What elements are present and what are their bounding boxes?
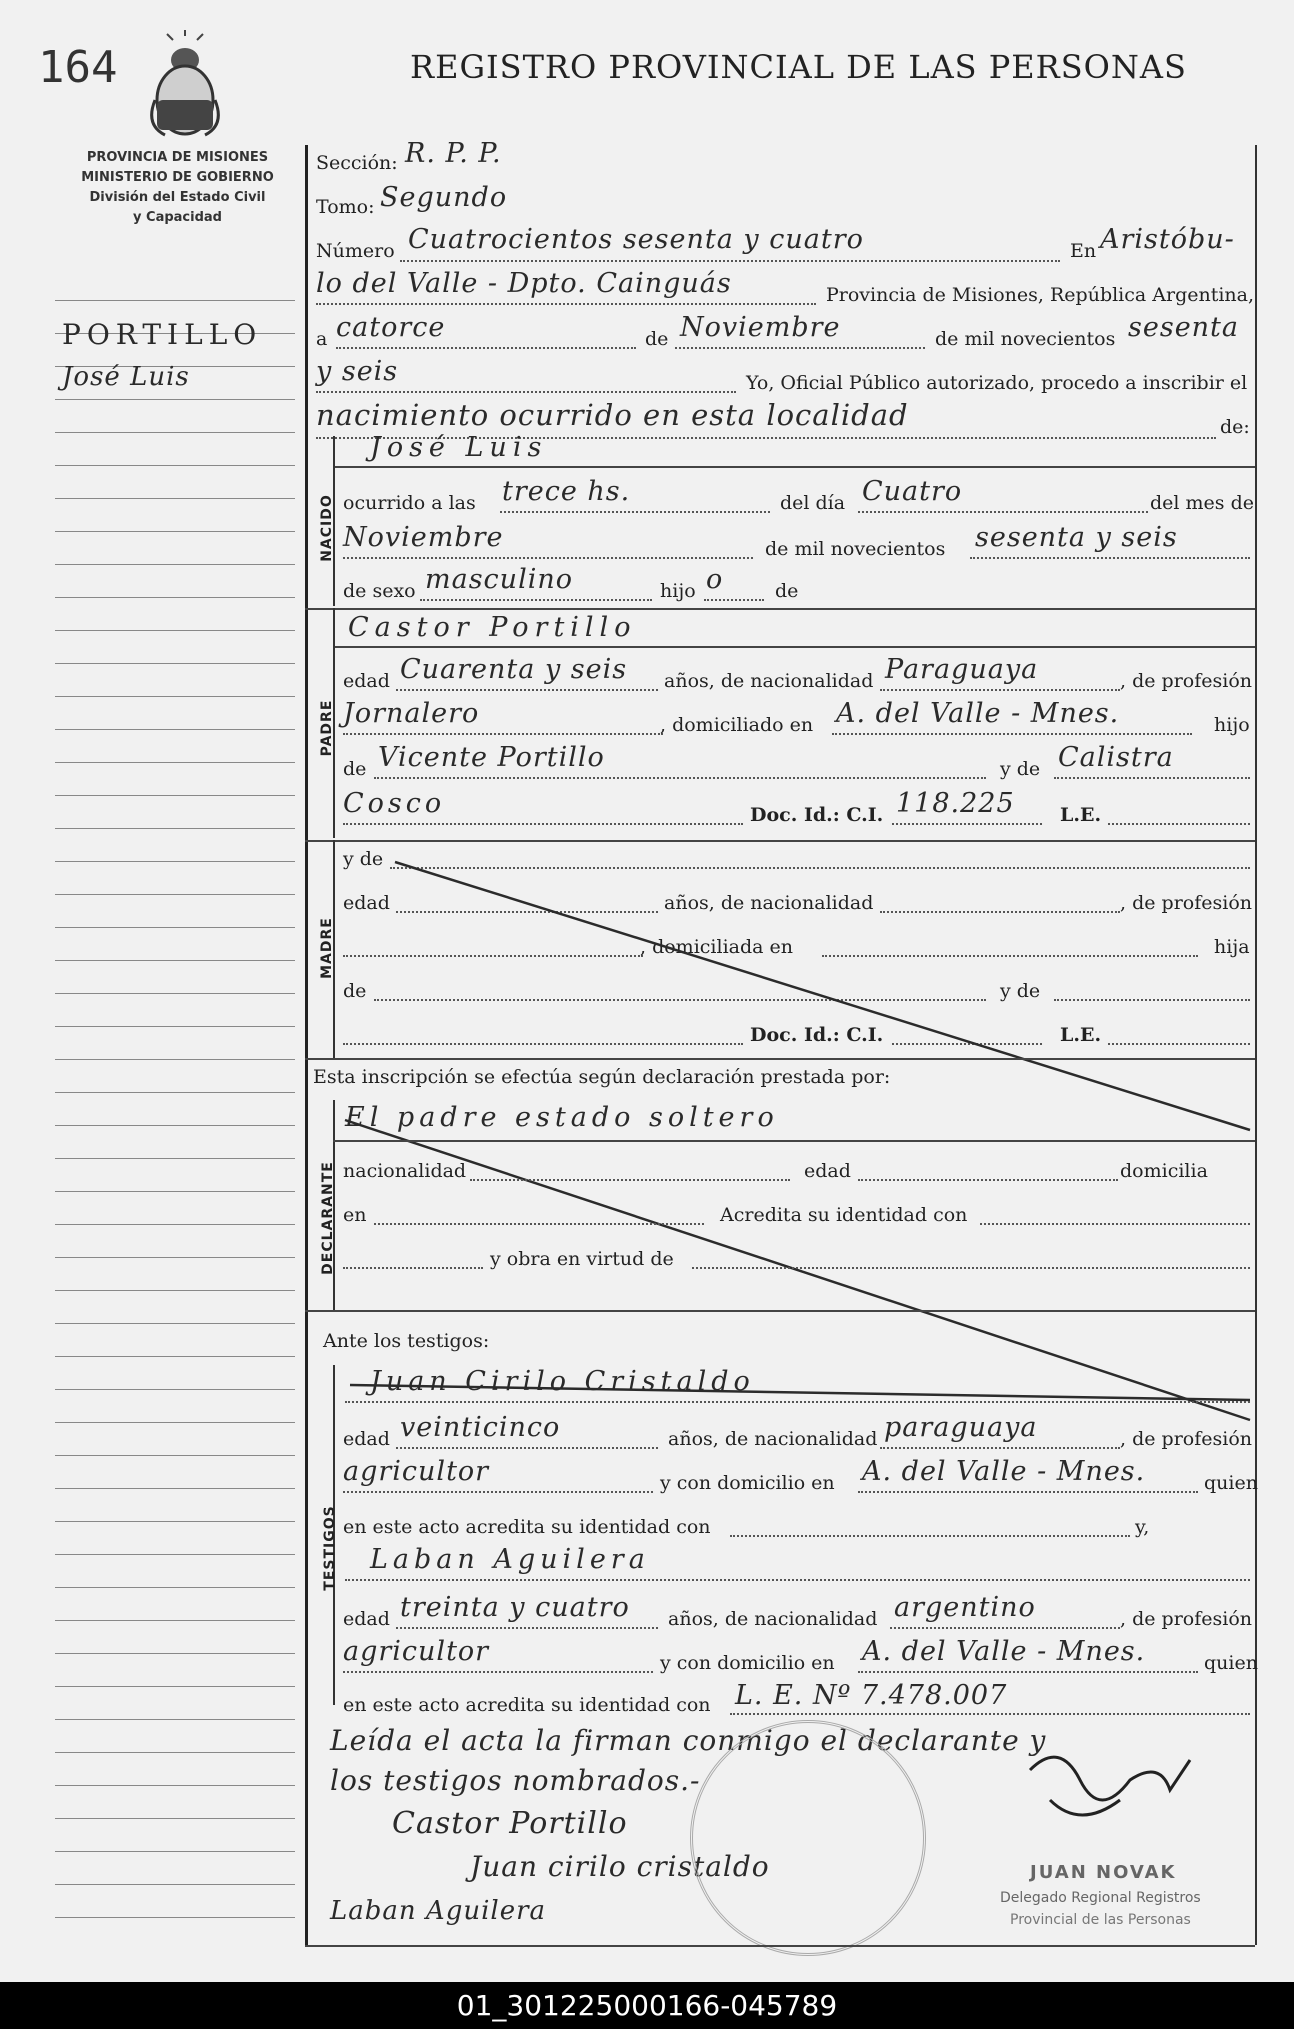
seccion-label: Sección: <box>316 152 398 174</box>
margin-surname: PORTILLO <box>62 318 263 351</box>
province-line: y Capacidad <box>133 210 222 225</box>
madre-domiciliada-label: , domiciliada en <box>640 936 793 958</box>
del-mes-label: del mes de <box>1150 492 1254 514</box>
testigo2-profesion-value: agricultor <box>343 1636 490 1667</box>
hijo-value: o <box>706 564 724 595</box>
testigo2-quien-label: quien <box>1204 1652 1258 1674</box>
testigo2-edad-label: edad <box>343 1608 390 1630</box>
province-line: División del Estado Civil <box>89 190 266 205</box>
testigo1-edad-label: edad <box>343 1428 390 1450</box>
declaracion-intro: Esta inscripción se efectúa según declaración prestada por: <box>313 1066 891 1088</box>
cierre-linea-2: los testigos nombrados.- <box>330 1764 701 1797</box>
a-label: a <box>316 328 328 350</box>
page-title: REGISTRO PROVINCIAL DE LAS PERSONAS <box>410 48 1187 86</box>
lugar-value-2: lo del Valle - Dpto. Cainguás <box>316 268 732 299</box>
ocurrido-label: ocurrido a las <box>343 492 476 514</box>
sexo-value: masculino <box>425 564 573 595</box>
de-label: de <box>645 328 669 350</box>
padre-domiciliado-label: , domiciliado en <box>660 714 814 736</box>
hijo-label: hijo <box>660 580 696 602</box>
padre-profesion-label: , de profesión <box>1120 670 1252 692</box>
province-line: PROVINCIA DE MISIONES <box>86 150 269 165</box>
testigo2-domicilio-value: A. del Valle - Mnes. <box>862 1636 1146 1667</box>
anio-value-2: y seis <box>316 356 399 387</box>
madre-le-label: L.E. <box>1060 1024 1102 1046</box>
padre-madre-value-2: Cosco <box>343 788 446 819</box>
padre-padre-value: Vicente Portillo <box>378 742 605 773</box>
madre-profesion-label: , de profesión <box>1120 892 1252 914</box>
mes-value: Noviembre <box>680 312 841 343</box>
padre-domicilio-value: A. del Valle - Mnes. <box>836 698 1120 729</box>
padre-y-de-label: y de <box>1000 758 1041 780</box>
firma-castor: Castor Portillo <box>392 1806 628 1841</box>
oficial-label: Yo, Oficial Público autorizado, procedo a inscribir el <box>746 372 1248 394</box>
testigo2-anios-label: años, de nacionalidad <box>668 1608 878 1630</box>
padre-le-label: L.E. <box>1060 804 1102 826</box>
section-label-declarante: DECLARANTE <box>320 1161 336 1275</box>
nacido-dia-value: Cuatro <box>862 476 963 507</box>
dia-value: catorce <box>336 312 446 343</box>
madre-doc-label: Doc. Id.: C.I. <box>750 1024 884 1046</box>
firma-laban: Laban Aguilera <box>330 1896 547 1926</box>
testigo1-profesion-value: agricultor <box>343 1456 490 1487</box>
oficial-cargo-1: Delegado Regional Registros <box>1000 1890 1201 1906</box>
testigo1-domicilio-label: y con domicilio en <box>660 1472 835 1494</box>
padre-doc-label: Doc. Id.: C.I. <box>750 804 884 826</box>
declarante-edad-label: edad <box>804 1160 851 1182</box>
padre-nombre: Castor Portillo <box>348 612 637 643</box>
nacido-anio-value: sesenta y seis <box>975 522 1178 553</box>
madre-edad-label: edad <box>343 892 390 914</box>
numero-label: Número <box>316 240 395 262</box>
testigo1-nacionalidad-value: paraguaya <box>884 1412 1038 1443</box>
testigo1-y-label: y, <box>1135 1516 1150 1538</box>
nacido-nombre: José Luis <box>370 432 548 463</box>
nacido-mes-value: Noviembre <box>343 522 504 553</box>
testigo2-profesion-label: , de profesión <box>1120 1608 1252 1630</box>
nacido-mil-label: de mil novecientos <box>765 538 946 560</box>
testigo2-acredita-value: L. E. Nº 7.478.007 <box>735 1680 1008 1711</box>
hecho-value: nacimiento ocurrido en esta localidad <box>316 398 909 432</box>
official-signature <box>1020 1740 1210 1830</box>
declarante-en-label: en <box>343 1204 367 1226</box>
declarante-domicilia-label: domicilia <box>1120 1160 1208 1182</box>
declarante-acredita-label: Acredita su identidad con <box>720 1204 968 1226</box>
testigo1-edad-value: veinticinco <box>400 1412 561 1443</box>
padre-edad-value: Cuarenta y seis <box>400 654 628 685</box>
oficial-nombre: JUAN NOVAK <box>1030 1862 1177 1883</box>
tomo-label: Tomo: <box>316 196 375 218</box>
en-label: En <box>1070 240 1097 262</box>
provincia-label: Provincia de Misiones, República Argentina, <box>826 284 1255 306</box>
official-seal <box>690 1720 926 1956</box>
testigo1-quien-label: quien <box>1204 1472 1258 1494</box>
padre-profesion-value: Jornalero <box>343 698 480 729</box>
del-dia-label: del día <box>780 492 846 514</box>
madre-anios-label: años, de nacionalidad <box>664 892 874 914</box>
padre-edad-label: edad <box>343 670 390 692</box>
province-line: MINISTERIO DE GOBIERNO <box>81 170 274 185</box>
de-colon-label: de: <box>1220 416 1250 438</box>
testigo2-edad-value: treinta y cuatro <box>400 1592 630 1623</box>
testigo2-nacionalidad-value: argentino <box>894 1592 1036 1623</box>
oficial-cargo-2: Provincial de las Personas <box>1010 1912 1191 1928</box>
document-id-footer: 01_301225000166-045789 <box>0 1982 1294 2029</box>
page-number: 164 <box>38 42 118 93</box>
declarante-obra-label: y obra en virtud de <box>490 1248 674 1270</box>
madre-hija-label: hija <box>1214 936 1250 958</box>
testigo2-acredita-label: en este acto acredita su identidad con <box>343 1694 711 1716</box>
anio-value-1: sesenta <box>1128 312 1240 343</box>
testigo1-nombre: Juan Cirilo Cristaldo <box>370 1366 755 1397</box>
testigo2-domicilio-label: y con domicilio en <box>660 1652 835 1674</box>
madre-y-de2-label: y de <box>1000 980 1041 1002</box>
padre-anios-label: años, de nacionalidad <box>664 670 874 692</box>
cierre-linea-1: Leída el acta la firman conmigo el declarante y <box>330 1724 1047 1757</box>
madre-y-de-label: y de <box>343 848 384 870</box>
lugar-value-1: Aristóbu- <box>1100 224 1235 255</box>
testigo1-profesion-label: , de profesión <box>1120 1428 1252 1450</box>
padre-madre-value-1: Calistra <box>1058 742 1174 773</box>
hijo-de-label: de <box>775 580 799 602</box>
section-label-testigos: TESTIGOS <box>322 1505 338 1591</box>
testigo1-domicilio-value: A. del Valle - Mnes. <box>862 1456 1146 1487</box>
seccion-value: R. P. P. <box>405 138 502 169</box>
testigo2-nombre: Laban Aguilera <box>370 1544 650 1575</box>
padre-hijo-label: hijo <box>1214 714 1250 736</box>
declarante-nacionalidad-label: nacionalidad <box>343 1160 467 1182</box>
firma-juan: Juan cirilo cristaldo <box>470 1850 770 1883</box>
testigos-intro: Ante los testigos: <box>323 1330 490 1352</box>
tomo-value: Segundo <box>380 182 508 213</box>
section-label-nacido: NACIDO <box>319 494 335 562</box>
madre-de-label: de <box>343 980 367 1002</box>
padre-doc-value: 118.225 <box>896 788 1015 819</box>
section-label-madre: MADRE <box>319 917 335 979</box>
declarante-value: El padre estado soltero <box>345 1102 779 1133</box>
sexo-label: de sexo <box>343 580 416 602</box>
testigo1-acredita-label: en este acto acredita su identidad con <box>343 1516 711 1538</box>
padre-de-label: de <box>343 758 367 780</box>
testigo1-anios-label: años, de nacionalidad <box>668 1428 878 1450</box>
mil-label: de mil novecientos <box>935 328 1116 350</box>
numero-value: Cuatrocientos sesenta y cuatro <box>408 224 864 255</box>
section-label-padre: PADRE <box>319 699 335 757</box>
margin-given-name: José Luis <box>62 362 190 392</box>
hora-value: trece hs. <box>502 476 631 507</box>
padre-nacionalidad-value: Paraguaya <box>885 654 1039 685</box>
